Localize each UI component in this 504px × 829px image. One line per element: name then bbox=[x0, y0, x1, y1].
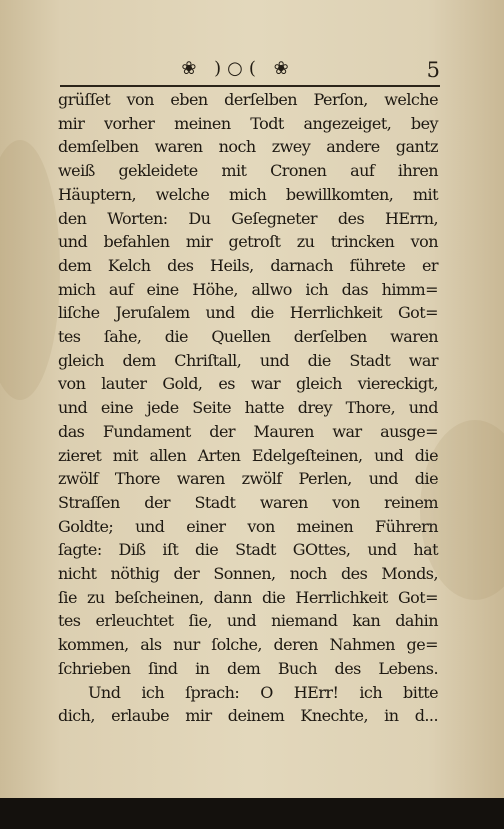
text-line: grüſſet von eben derſelben Perſon, welche bbox=[58, 90, 438, 109]
paper-stain bbox=[0, 140, 60, 400]
background-edge bbox=[0, 798, 504, 829]
text-line: mich auf eine Höhe, allwo ich das himm= bbox=[58, 279, 438, 299]
text-line: mir vorher meinen Todt angezeiget, bey bbox=[58, 113, 438, 133]
text-line: dich, erlaube mir deinem Knechte, in d... bbox=[58, 706, 438, 726]
header-rule bbox=[60, 85, 440, 87]
text-line: Straſſen der Stadt waren von reinem bbox=[58, 492, 438, 512]
text-line: Und ich ſprach: O HErr! ich bitte bbox=[88, 682, 438, 702]
text-line: das Fundament der Mauren war ausge= bbox=[58, 421, 438, 441]
body-text bbox=[58, 88, 438, 728]
text-line: demſelben waren noch zwey andere gantz bbox=[58, 137, 438, 157]
text-line: Goldte; und einer von meinen Führern bbox=[58, 516, 438, 536]
text-line: liſche Jeruſalem und die Herrlichkeit Got= bbox=[58, 303, 438, 323]
text-line: ſie zu beſcheinen, dann die Herrlichkeit Got= bbox=[58, 587, 438, 607]
text-line: dem Kelch des Heils, darnach führete er bbox=[58, 255, 438, 275]
text-line: Häuptern, welche mich bewillkomten, mit bbox=[58, 184, 438, 204]
text-line: gleich dem Chriſtall, und die Stadt war bbox=[58, 350, 438, 370]
text-line: zwölf Thore waren zwölf Perlen, und die bbox=[58, 469, 438, 489]
text-line: kommen, als nur ſolche, deren Nahmen ge= bbox=[58, 635, 438, 655]
text-line: von lauter Gold, es war gleich viereckigt, bbox=[58, 374, 438, 394]
text-line: ſchrieben ſind in dem Buch des Lebens. bbox=[58, 658, 438, 678]
page-header bbox=[60, 58, 440, 88]
text-line: den Worten: Du Geſegneter des HErrn, bbox=[58, 208, 438, 228]
text-line: und eine jede Seite hatte drey Thore, und bbox=[58, 398, 438, 418]
text-line: weiß gekleidete mit Cronen auf ihren bbox=[58, 161, 438, 181]
printer-ornament: ❀ )○( ❀ bbox=[181, 58, 295, 79]
text-line: und befahlen mir getroſt zu trincken von bbox=[58, 232, 438, 252]
text-line: zieret mit allen Arten Edelgeſteinen, und die bbox=[58, 445, 438, 465]
text-line: tes ſahe, die Quellen derſelben waren bbox=[58, 327, 438, 347]
page-number: 5 bbox=[426, 58, 440, 82]
text-line: tes erleuchtet ſie, und niemand kan dahin bbox=[58, 611, 438, 631]
text-line: ſagte: Diß iſt die Stadt GOttes, und hat bbox=[58, 540, 438, 560]
text-line: nicht nöthig der Sonnen, noch des Monds, bbox=[58, 564, 438, 584]
